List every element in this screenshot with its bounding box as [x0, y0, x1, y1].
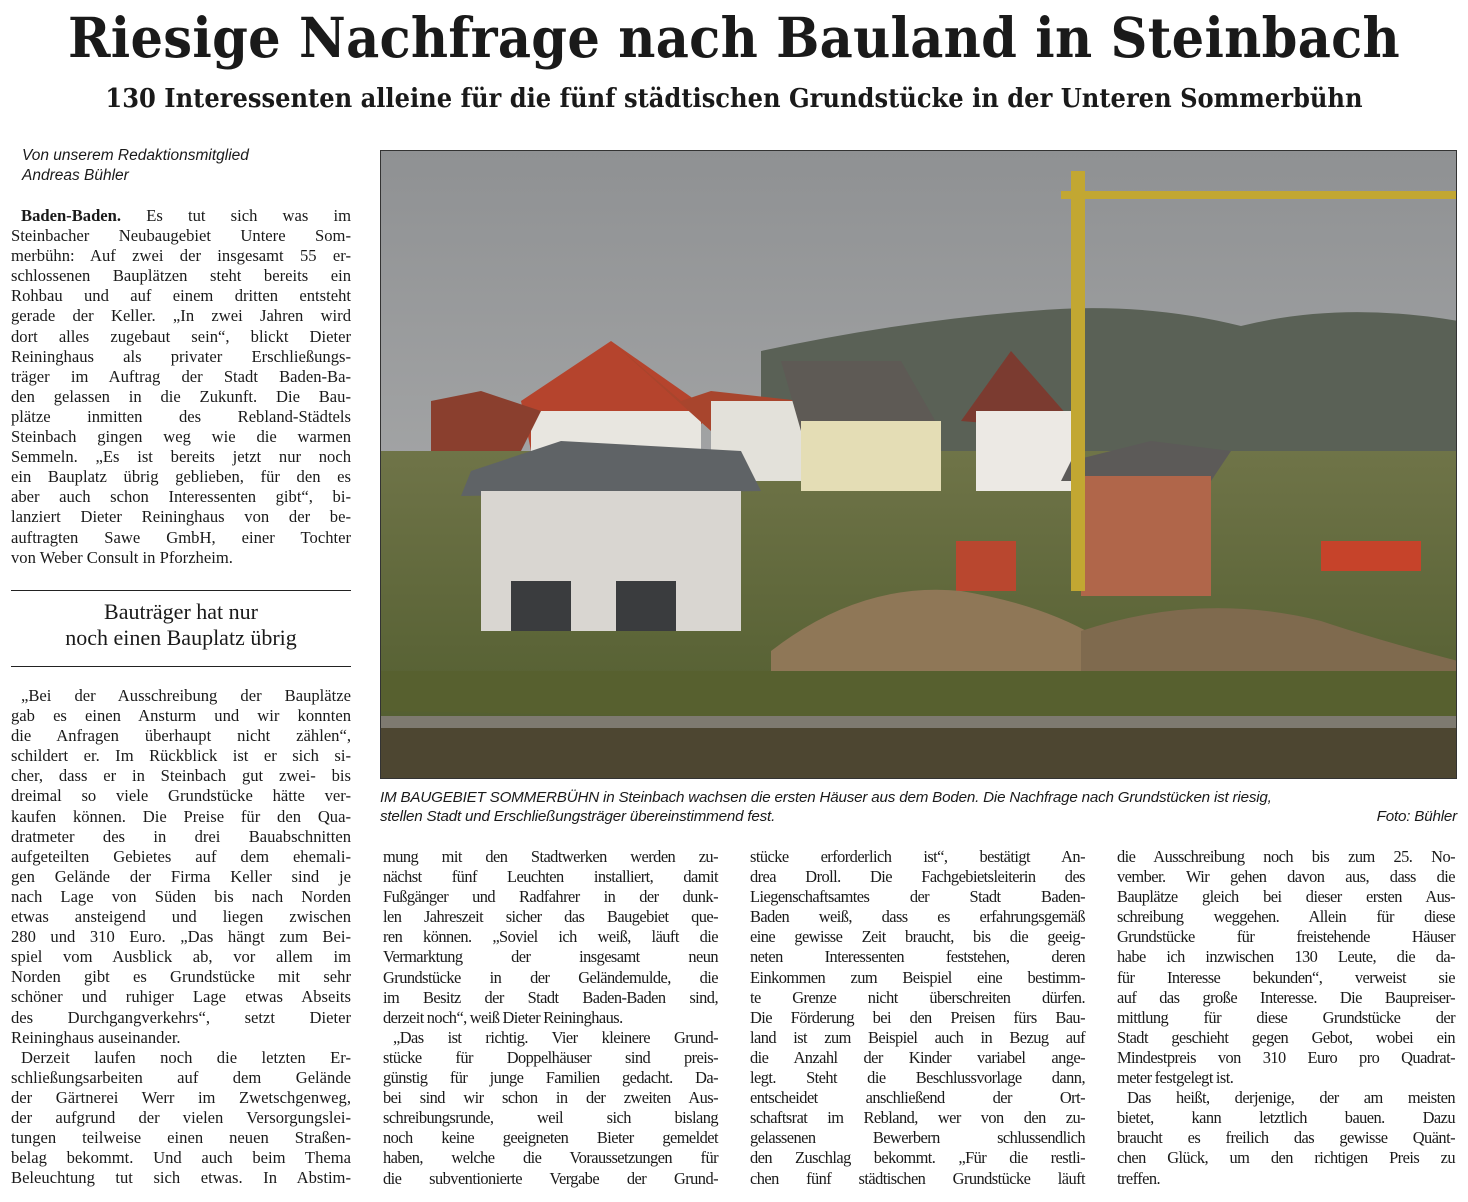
text-line: Stadt geschieht gegen Gebot, wobei ein	[1117, 1027, 1455, 1047]
text-line: dreimal so viele Grundstücke hätte ver-	[11, 786, 351, 806]
article-photo	[380, 150, 1457, 779]
text-line-rest: Es tut sich was im	[146, 206, 351, 225]
text-line: mittlung für diese Grundstücke der	[1117, 1007, 1455, 1027]
text-line: Beleuchtung tut sich etwas. In Abstim-	[11, 1168, 351, 1188]
text-line: träger im Auftrag der Stadt Baden-Ba-	[11, 366, 351, 386]
byline-line: Von unserem Redaktionsmitglied	[22, 147, 249, 164]
text-line: meter festgelegt ist.	[1117, 1068, 1234, 1088]
text-line: dratmeter des in drei Bauabschnitten	[11, 826, 351, 846]
text-line: nach Lage von Süden bis nach Norden	[11, 886, 351, 906]
text-line: legt. Steht die Beschlussvorlage dann,	[750, 1068, 1085, 1088]
text-line: te Grenze nicht überschreiten dürfen.	[750, 987, 1085, 1007]
text-line: mung mit den Stadtwerken werden zu-	[383, 847, 718, 866]
caption-lead: IM BAUGEBIET SOMMERBÜHN	[380, 789, 600, 806]
byline-author: Andreas Bühler	[22, 167, 129, 184]
text-line: „Das ist richtig. Vier kleinere Grund-	[393, 1027, 718, 1047]
intertitle-line: noch einen Bauplatz übrig	[65, 625, 297, 650]
text-line: der aufgrund der vielen Versorgungslei-	[11, 1107, 351, 1127]
caption-text: stellen Stadt und Erschließungsträger übereinstimmend fest.	[380, 808, 776, 825]
text-line: belag bekommt. Und auch beim Thema	[11, 1148, 351, 1168]
text-line: schließungsarbeiten auf dem Gelände	[11, 1067, 351, 1087]
text-line: Rohbau und auf einem dritten entsteht	[11, 286, 351, 306]
text-line: vember. Wir gehen davon aus, dass die	[1117, 867, 1455, 887]
article-column-3	[750, 847, 1085, 1189]
text-line: Norden gibt es Grundstücke mit sehr	[11, 967, 351, 987]
text-line: günstig für junge Familien gedacht. Da-	[383, 1068, 718, 1088]
text-line: drea Droll. Die Fachgebietsleiterin des	[750, 867, 1085, 887]
divider	[11, 666, 351, 667]
text-line: derzeit noch“, weiß Dieter Reininghaus.	[383, 1007, 623, 1027]
text-line: des Durchgangverkehrs“, setzt Dieter	[11, 1007, 351, 1027]
photo-caption	[380, 788, 1457, 826]
text-line: ren können. „Soviel ich weiß, läuft die	[383, 927, 718, 947]
text-line: Steinbacher Neubaugebiet Untere Som-	[11, 226, 351, 246]
text-line: die subventionierte Vergabe der Grund-	[383, 1168, 718, 1188]
article-column-4	[1117, 847, 1455, 1189]
text-line: auftragten Sawe GmbH, einer Tochter	[11, 527, 351, 547]
text-line: lanziert Dieter Reininghaus von der be-	[11, 507, 351, 527]
text-line: Grundstücke in der Geländemulde, die	[383, 967, 718, 987]
text-line: schildert er. Im Rückblick ist er sich si-	[11, 746, 351, 766]
text-line: Das heißt, derjenige, der am meisten	[1127, 1088, 1455, 1108]
text-line: kaufen können. Die Preise für den Qua-	[11, 806, 351, 826]
text-line: treffen.	[1117, 1168, 1161, 1188]
text-line: tungen teilweise einen neuen Straßen-	[11, 1128, 351, 1148]
text-line: land ist zum Beispiel auch in Bezug auf	[750, 1027, 1085, 1047]
text-line: len Jahreszeit sicher das Baugebiet que-	[383, 907, 718, 927]
text-line: Reininghaus auseinander.	[11, 1027, 181, 1047]
text-line: auf das große Interesse. Die Baupreiser-	[1117, 987, 1455, 1007]
text-line: gen Gelände der Firma Keller sind je	[11, 866, 351, 886]
text-line: chen Glück, um den richtigen Preis zu	[1117, 1148, 1455, 1168]
text-line: im Besitz der Stadt Baden-Baden sind,	[383, 987, 718, 1007]
text-line: dort alles zugebaut sein“, blickt Dieter	[11, 326, 351, 346]
text-line: braucht es freilich das gewisse Quänt-	[1117, 1128, 1455, 1148]
text-line: bietet, kann letztlich bauen. Dazu	[1117, 1108, 1455, 1128]
text-line: haben, welche die Voraussetzungen für	[383, 1148, 718, 1168]
text-line: plätze inmitten des Rebland-Städtels	[11, 406, 351, 426]
article-column-1-top	[11, 206, 351, 568]
text-line: 280 und 310 Euro. „Das hängt zum Bei-	[11, 927, 351, 947]
text-line: Die Förderung bei den Preisen fürs Bau-	[750, 1007, 1085, 1027]
text-line: „Bei der Ausschreibung der Bauplätze	[21, 686, 351, 705]
text-line: cher, dass er in Steinbach gut zwei- bis	[11, 766, 351, 786]
text-line: noch keine geeigneten Bieter gemeldet	[383, 1128, 718, 1148]
text-line: Grundstücke für freistehende Häuser	[1117, 927, 1455, 947]
text-line: schreibung weggehen. Allein für diese	[1117, 907, 1455, 927]
text-line: spiel vom Ausblick ab, vor allem im	[11, 947, 351, 967]
text-line: gerade der Keller. „In zwei Jahren wird	[11, 306, 351, 326]
text-line: Vermarktung der insgesamt neun	[383, 947, 718, 967]
text-line: etwas ansteigend und liegen zwischen	[11, 907, 351, 927]
intertitle	[11, 599, 351, 651]
text-line: Reininghaus als privater Erschließungs-	[11, 346, 351, 366]
text-line: gelassenen Bewerbern schlussendlich	[750, 1128, 1085, 1148]
text-line: für Interesse bekunden“, verweist sie	[1117, 967, 1455, 987]
text-line: Einkommen zum Beispiel eine bestimm-	[750, 967, 1085, 987]
text-line: Derzeit laufen noch die letzten Er-	[21, 1047, 351, 1067]
text-line: den Zuschlag bekommt. „Für die restli-	[750, 1148, 1085, 1168]
text-line: Steinbach gingen weg wie die warmen	[11, 427, 351, 447]
subheadline: 130 Interessenten alleine für die fünf städtischen Grundstücke in der Unteren Sommerbühn	[105, 84, 1363, 114]
photo-credit: Foto: Bühler	[1376, 808, 1457, 825]
text-line: schlossenen Bauplätzen steht bereits ein	[11, 266, 351, 286]
text-line: bei sind wir schon in der zweiten Aus-	[383, 1088, 718, 1108]
text-line: Mindestpreis von 310 Euro pro Quadrat-	[1117, 1047, 1455, 1067]
divider	[11, 590, 351, 591]
text-line: schreibungsrunde, weil sich bislang	[383, 1108, 718, 1128]
article-column-2	[383, 847, 718, 1189]
text-line: eine gewisse Zeit braucht, bis die geeig-	[750, 927, 1085, 947]
intertitle-line: Bauträger hat nur	[104, 599, 258, 624]
caption-text: in Steinbach wachsen die ersten Häuser aus dem Boden. Die Nachfrage nach Grundstücken ist riesig,	[599, 789, 1272, 806]
text-line: nächst fünf Leuchten installiert, damit	[383, 867, 718, 887]
text-line: den gelassen in die Zukunft. Die Bau-	[11, 386, 351, 406]
text-line: gab es einen Ansturm und wir konnten	[11, 706, 351, 726]
text-line: schöner und ruhiger Lage etwas Abseits	[11, 987, 351, 1007]
text-line: ein Bauplatz übrig geblieben, für den es	[11, 467, 351, 487]
text-line: die Anzahl der Kinder variabel ange-	[750, 1047, 1085, 1067]
text-line: entscheidet anschließend der Ort-	[750, 1088, 1085, 1108]
text-line: chen fünf städtischen Grundstücke läuft	[750, 1168, 1085, 1188]
text-line: habe ich inzwischen 130 Leute, die da-	[1117, 947, 1455, 967]
text-line: neten Interessenten feststehen, deren	[750, 947, 1085, 967]
text-line: Semmeln. „Es ist bereits jetzt nur noch	[11, 447, 351, 467]
article-column-1-bottom	[11, 686, 351, 1188]
text-line: merbühn: Auf zwei der insgesamt 55 er-	[11, 246, 351, 266]
text-line	[11, 206, 351, 226]
text-line: aber auch schon Interessenten gibt“, bi-	[11, 487, 351, 507]
dateline: Baden-Baden.	[21, 206, 122, 225]
construction-site-photo	[381, 151, 1457, 779]
text-line: die Ausschreibung noch bis zum 25. No-	[1117, 847, 1455, 866]
text-line: von Weber Consult in Pforzheim.	[11, 547, 233, 567]
text-line: der Gärtnerei Werr im Zwetschgenweg,	[11, 1087, 351, 1107]
text-line: stücke für Doppelhäuser sind preis-	[383, 1047, 718, 1067]
text-line: Fußgänger und Radfahrer in der dunk-	[383, 887, 718, 907]
text-line: schaftsrat im Rebland, wer von den zu-	[750, 1108, 1085, 1128]
text-line: aufgeteilten Gebietes auf dem ehemali-	[11, 846, 351, 866]
text-line: Bauplätze gleich bei dieser ersten Aus-	[1117, 887, 1455, 907]
text-line: die Anfragen überhaupt nicht zählen“,	[11, 726, 351, 746]
headline: Riesige Nachfrage nach Bauland in Steinbach	[67, 5, 1401, 70]
text-line: Baden weiß, dass es erfahrungsgemäß	[750, 907, 1085, 927]
text-line: Liegenschaftsamtes der Stadt Baden-	[750, 887, 1085, 907]
byline	[22, 146, 249, 186]
text-line: stücke erforderlich ist“, bestätigt An-	[750, 847, 1085, 866]
